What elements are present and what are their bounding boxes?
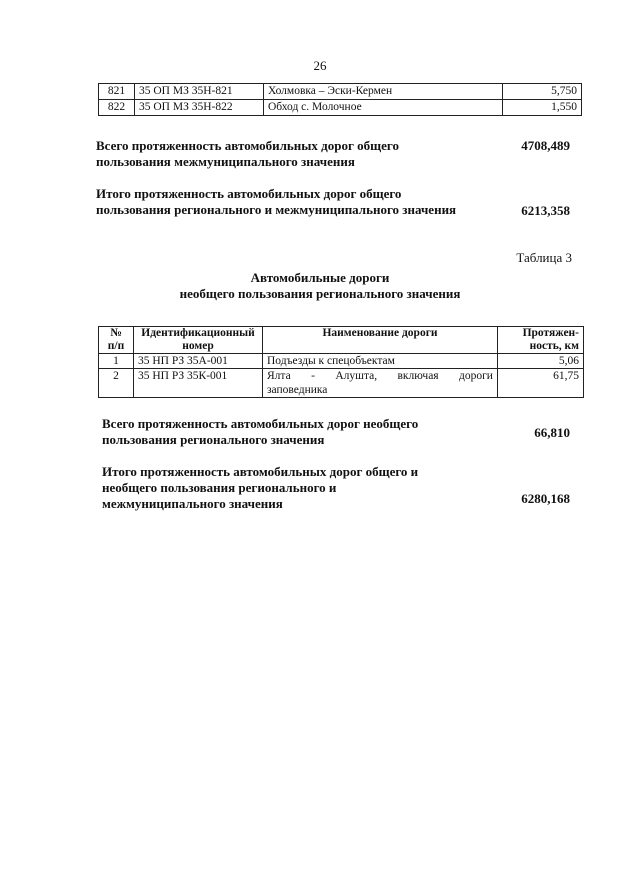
summary-label [102,464,462,512]
header-text: п/п [107,340,125,352]
road-length: 5,06 [498,354,584,369]
table-header-row [99,327,584,354]
road-name-word: дороги [458,370,493,382]
summary-label-line: пользования межмуниципального значения [96,154,355,169]
row-number: 821 [99,84,135,100]
road-name: Холмовка – Эски-Кермен [264,84,503,100]
road-name-word: включая [397,370,439,382]
summary-value: 66,810 [534,425,570,440]
table-title [0,270,640,302]
header-id [134,327,263,354]
header-number [99,327,134,354]
summary-value: 6280,168 [521,491,570,506]
summary-label [96,186,506,218]
road-name-word: Ялта [267,370,291,382]
summary-label-line: необщего пользования регионального и [102,480,337,495]
summary-label [102,416,462,448]
summary-label-line: Итого протяженность автомобильных дорог общего и [102,464,419,479]
road-length: 1,550 [503,100,582,116]
road-name-line-justified [267,369,493,383]
summary-label-line: пользования регионального и межмуниципального значения [96,202,457,217]
summary-label-line: межмуниципального значения [102,496,283,511]
table-row [99,369,584,398]
road-id: 35 ОП МЗ 35Н-821 [135,84,264,100]
table-row [99,84,582,100]
header-text: Протяжен- [522,327,579,339]
road-table-non-public [98,326,584,398]
row-number: 822 [99,100,135,116]
row-number: 2 [99,369,134,398]
road-id: 35 НП РЗ 35К-001 [134,369,263,398]
road-name: Подъезды к спецобъектам [263,354,498,369]
table-title-line: необщего пользования регионального значения [179,286,461,301]
header-name: Наименование дороги [263,327,498,354]
header-text: Идентификационный [141,327,255,339]
summary-label-line: Всего протяженность автомобильных дорог необщего [102,416,419,431]
header-text: номер [182,340,214,352]
table-row [99,100,582,116]
page-number: 26 [313,58,327,73]
road-length: 5,750 [503,84,582,100]
road-id: 35 ОП МЗ 35Н-822 [135,100,264,116]
header-text: ность, км [529,340,579,352]
summary-value: 6213,358 [521,203,570,218]
road-id: 35 НП РЗ 35А-001 [134,354,263,369]
table-caption: Таблица 3 [516,250,572,265]
table-title-line: Автомобильные дороги [250,270,390,285]
summary-label-line: пользования регионального значения [102,432,325,447]
road-name: Обход с. Молочное [264,100,503,116]
road-name-line: заповедника [267,384,328,396]
road-table-continued [98,83,582,116]
table-row [99,354,584,369]
header-text: № [110,327,122,339]
row-number: 1 [99,354,134,369]
road-name [263,369,498,398]
summary-value: 4708,489 [521,138,570,153]
summary-label-line: Итого протяженность автомобильных дорог общего [96,186,402,201]
summary-label-line: Всего протяженность автомобильных дорог общего [96,138,399,153]
header-length [498,327,584,354]
road-name-word: - [311,370,315,382]
road-name-word: Алушта, [335,370,378,382]
road-length: 61,75 [498,369,584,398]
summary-label [96,138,426,170]
